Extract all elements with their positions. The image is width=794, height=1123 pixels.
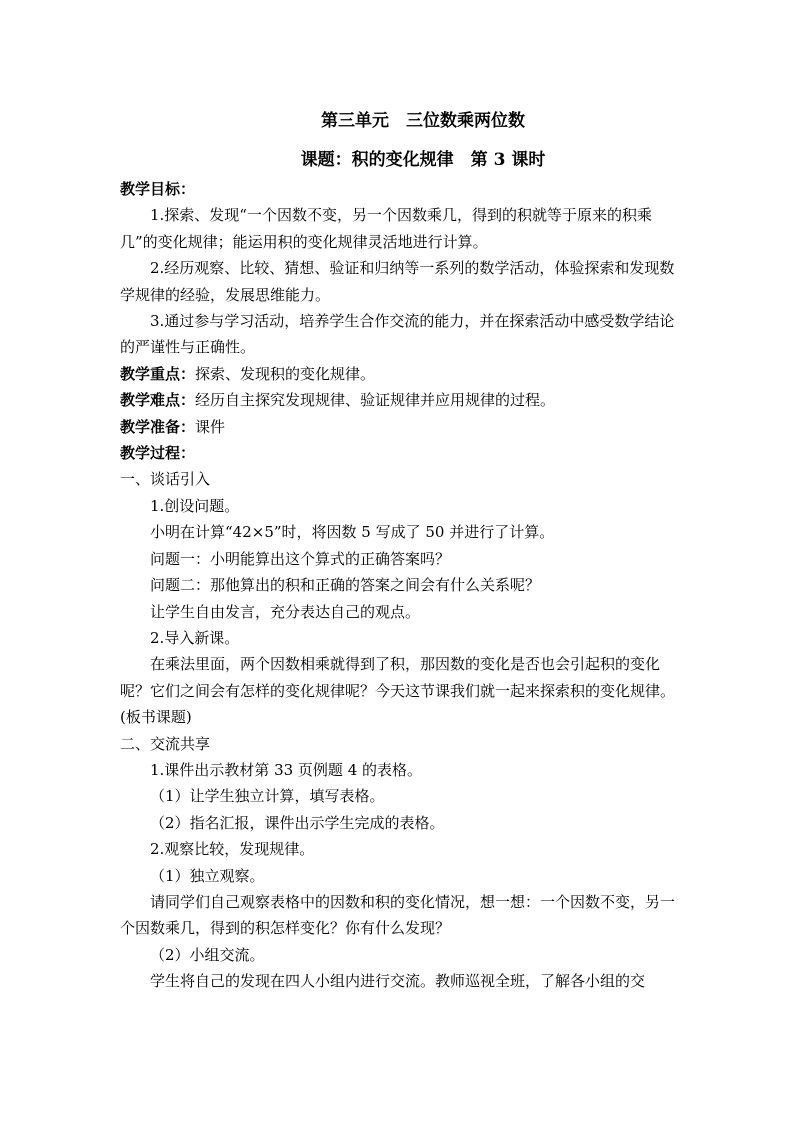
document-page <box>120 104 680 995</box>
section1-line: 小明在计算“42×5”时，将因数 5 写成了 50 并进行了计算。 <box>150 523 555 542</box>
section2-line: 请同学们自己观察表格中的因数和积的变化情况，想一想：一个因数不变，另一个因数乘几，得到的积怎样变化？你有什么发现？ <box>120 892 676 938</box>
key-point <box>120 361 680 387</box>
objective-2: 2.经历观察、比较、猜想、验证和归纳等一系列的数学活动，体验探索和发现数学规律的经验，发展思维能力。 <box>120 259 675 304</box>
section2-line: （2）指名汇报，课件出示学生完成的表格。 <box>150 813 445 832</box>
key-point-label: 教学重点： <box>120 364 196 383</box>
section2-line: 1.课件出示教材第 33 页例题 4 的表格。 <box>150 760 423 779</box>
section2-line: （2）小组交流。 <box>150 945 265 964</box>
objective-1: 1.探索、发现“一个因数不变，另一个因数乘几，得到的积就等于原来的积乘几”的变化规律；能运用积的变化规律灵活地进行计算。 <box>120 206 652 251</box>
difficulty-text: 经历自主探究发现规律、验证规律并应用规律的过程。 <box>195 391 556 410</box>
section2-line: 学生将自己的发现在四人小组内进行交流。教师巡视全班，了解各小组的交 <box>150 972 646 991</box>
section1-line: 让学生自由发言，充分表达自己的观点。 <box>150 602 421 621</box>
preparation-text: 课件 <box>195 417 226 436</box>
section1-line: 在乘法里面，两个因数相乘就得到了积，那因数的变化是否也会引起积的变化呢？它们之间会有怎样的变化规律呢？今天这节课我们就一起来探索积的变化规律。(板书课题) <box>120 655 676 727</box>
section2-line: （1）让学生独立计算，填写表格。 <box>150 787 385 806</box>
difficulty-label: 教学难点： <box>120 391 196 410</box>
section1-line: 2.导入新课。 <box>150 628 240 647</box>
section2-line: 2.观察比较，发现规律。 <box>150 840 315 859</box>
objective-3: 3.通过参与学习活动，培养学生合作交流的能力，并在探索活动中感受数学结论的严谨性与正确性。 <box>120 312 675 357</box>
process-heading: 教学过程： <box>120 444 196 463</box>
lesson-title: 课题：积的变化规律 第 3 课时 <box>300 150 546 170</box>
key-point-text: 探索、发现积的变化规律。 <box>195 364 376 383</box>
section1-heading: 一、谈话引入 <box>120 470 211 489</box>
section2-line: （1）独立观察。 <box>150 866 265 885</box>
unit-title: 第三单元 三位数乘两位数 <box>321 111 525 131</box>
preparation <box>120 414 680 440</box>
preparation-label: 教学准备： <box>120 417 196 436</box>
section1-line: 问题二：那他算出的积和正确的答案之间会有什么关系呢？ <box>150 576 541 595</box>
section1-line: 问题一：小明能算出这个算式的正确答案吗？ <box>150 549 451 568</box>
difficulty-point <box>120 387 680 413</box>
section2-heading: 二、交流共享 <box>120 734 211 753</box>
section1-line: 1.创设问题。 <box>150 496 240 515</box>
objectives-heading: 教学目标： <box>120 180 196 198</box>
